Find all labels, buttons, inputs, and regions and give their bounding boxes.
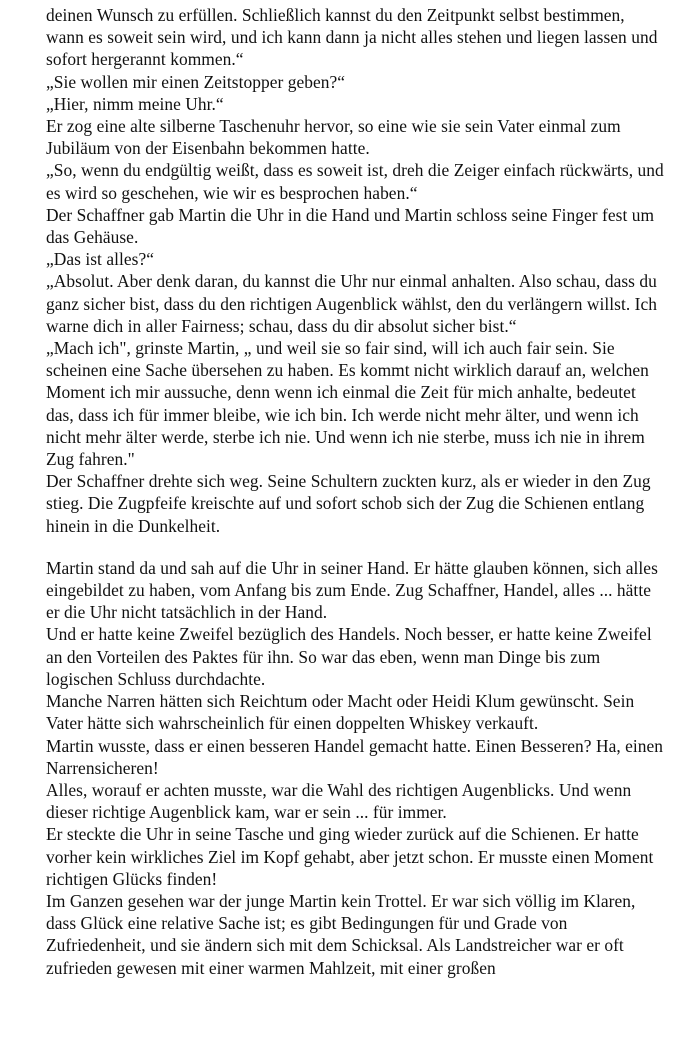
- paragraph-14: Martin wusste, dass er einen besseren Handel gemacht hatte. Einen Besseren? Ha, einen Narrensicheren!: [46, 735, 664, 778]
- paragraph-11: Martin stand da und sah auf die Uhr in seiner Hand. Er hätte glauben können, sich alles eingebildet zu haben, vom Anfang bis zum Ende. Zug Schaffner, Handel, alles ... hätte er die Uhr nicht tatsächlich in der Hand.: [46, 557, 658, 623]
- paragraph-4: Er zog eine alte silberne Taschenuhr hervor, so eine wie sie sein Vater einmal zum Jubiläum von der Eisenbahn bekommen hatte.: [46, 116, 621, 159]
- paragraph-17: Im Ganzen gesehen war der junge Martin kein Trottel. Er war sich völlig im Klaren, dass Glück eine relative Sache ist; es gibt Bedingungen für und Grade von Zufriedenheit, und sie ändern sich mit dem Schicksal. Als Landstreicher war er oft zufrieden gewesen mit einer warmen Mahlzeit, mit einer großen: [46, 890, 636, 978]
- text-section-narration: [46, 557, 664, 979]
- paragraph-1: deinen Wunsch zu erfüllen. Schließlich kannst du den Zeitpunkt selbst bestimmen, wann es soweit sein wird, und ich kann dann ja nicht alles stehen und liegen lassen und sofort hergerannt kommen.“: [46, 5, 658, 70]
- paragraph-6: Der Schaffner gab Martin die Uhr in die Hand und Martin schloss seine Finger fest um das Gehäuse.: [46, 204, 655, 248]
- paragraph-7: „Das ist alles?“: [46, 249, 154, 270]
- paragraph-13: Manche Narren hätten sich Reichtum oder Macht oder Heidi Klum gewünscht. Sein Vater hätte sich wahrscheinlich für einen doppelten Whiskey verkauft.: [46, 691, 635, 734]
- section-break: [46, 537, 664, 557]
- paragraph-16: Er steckte die Uhr in seine Tasche und ging wieder zurück auf die Schienen. Er hatte vorher kein wirkliches Ziel im Kopf gehabt, aber jetzt schon. Er musste einen Moment richtigen Glücks finden!: [46, 824, 654, 889]
- paragraph-3: „Hier, nimm meine Uhr.“: [46, 93, 224, 114]
- paragraph-8: „Absolut. Aber denk daran, du kannst die Uhr nur einmal anhalten. Also schau, dass du ganz sicher bist, dass du den richtigen Augenblick wählst, den du verlängern willst. Ich warne dich in aller Fairness; schau, dass du dir absolut sicher bist.“: [46, 271, 657, 336]
- paragraph-9: „Mach ich", grinste Martin, „ und weil sie so fair sind, will ich auch fair sein. Sie scheinen eine Sache übersehen zu haben. Es kommt nicht wirklich darauf an, welchen Moment ich mir aussuche, denn wenn ich einmal die Zeit für mich anhalte, bedeutet das, dass ich für immer bleibe, wie ich bin. Ich werde nicht mehr älter, und wenn ich nicht mehr älter werde, sterbe ich nie. Und wenn ich nie sterbe, muss ich nie in ihrem Zug fahren.": [46, 338, 649, 470]
- paragraph-15: Alles, worauf er achten musste, war die Wahl des richtigen Augenblicks. Und wenn dieser richtige Augenblick kam, war er sein ... für immer.: [46, 779, 632, 823]
- text-section-dialogue: [46, 4, 664, 537]
- paragraph-2: „Sie wollen mir einen Zeitstopper geben?“: [46, 71, 346, 92]
- paragraph-5: „So, wenn du endgültig weißt, dass es soweit ist, dreh die Zeiger einfach rückwärts, und es wird so geschehen, wie wir es besprochen haben.“: [46, 160, 664, 203]
- paragraph-12: Und er hatte keine Zweifel bezüglich des Handels. Noch besser, er hatte keine Zweifel an den Vorteilen des Paktes für ihn. So war das eben, wenn man Dinge bis zum logischen Schluss durchdachte.: [46, 624, 652, 689]
- paragraph-10: Der Schaffner drehte sich weg. Seine Schultern zuckten kurz, als er wieder in den Zug stieg. Die Zugpfeife kreischte auf und sofort schob sich der Zug die Schienen entlang hinein in die Dunkelheit.: [46, 471, 651, 536]
